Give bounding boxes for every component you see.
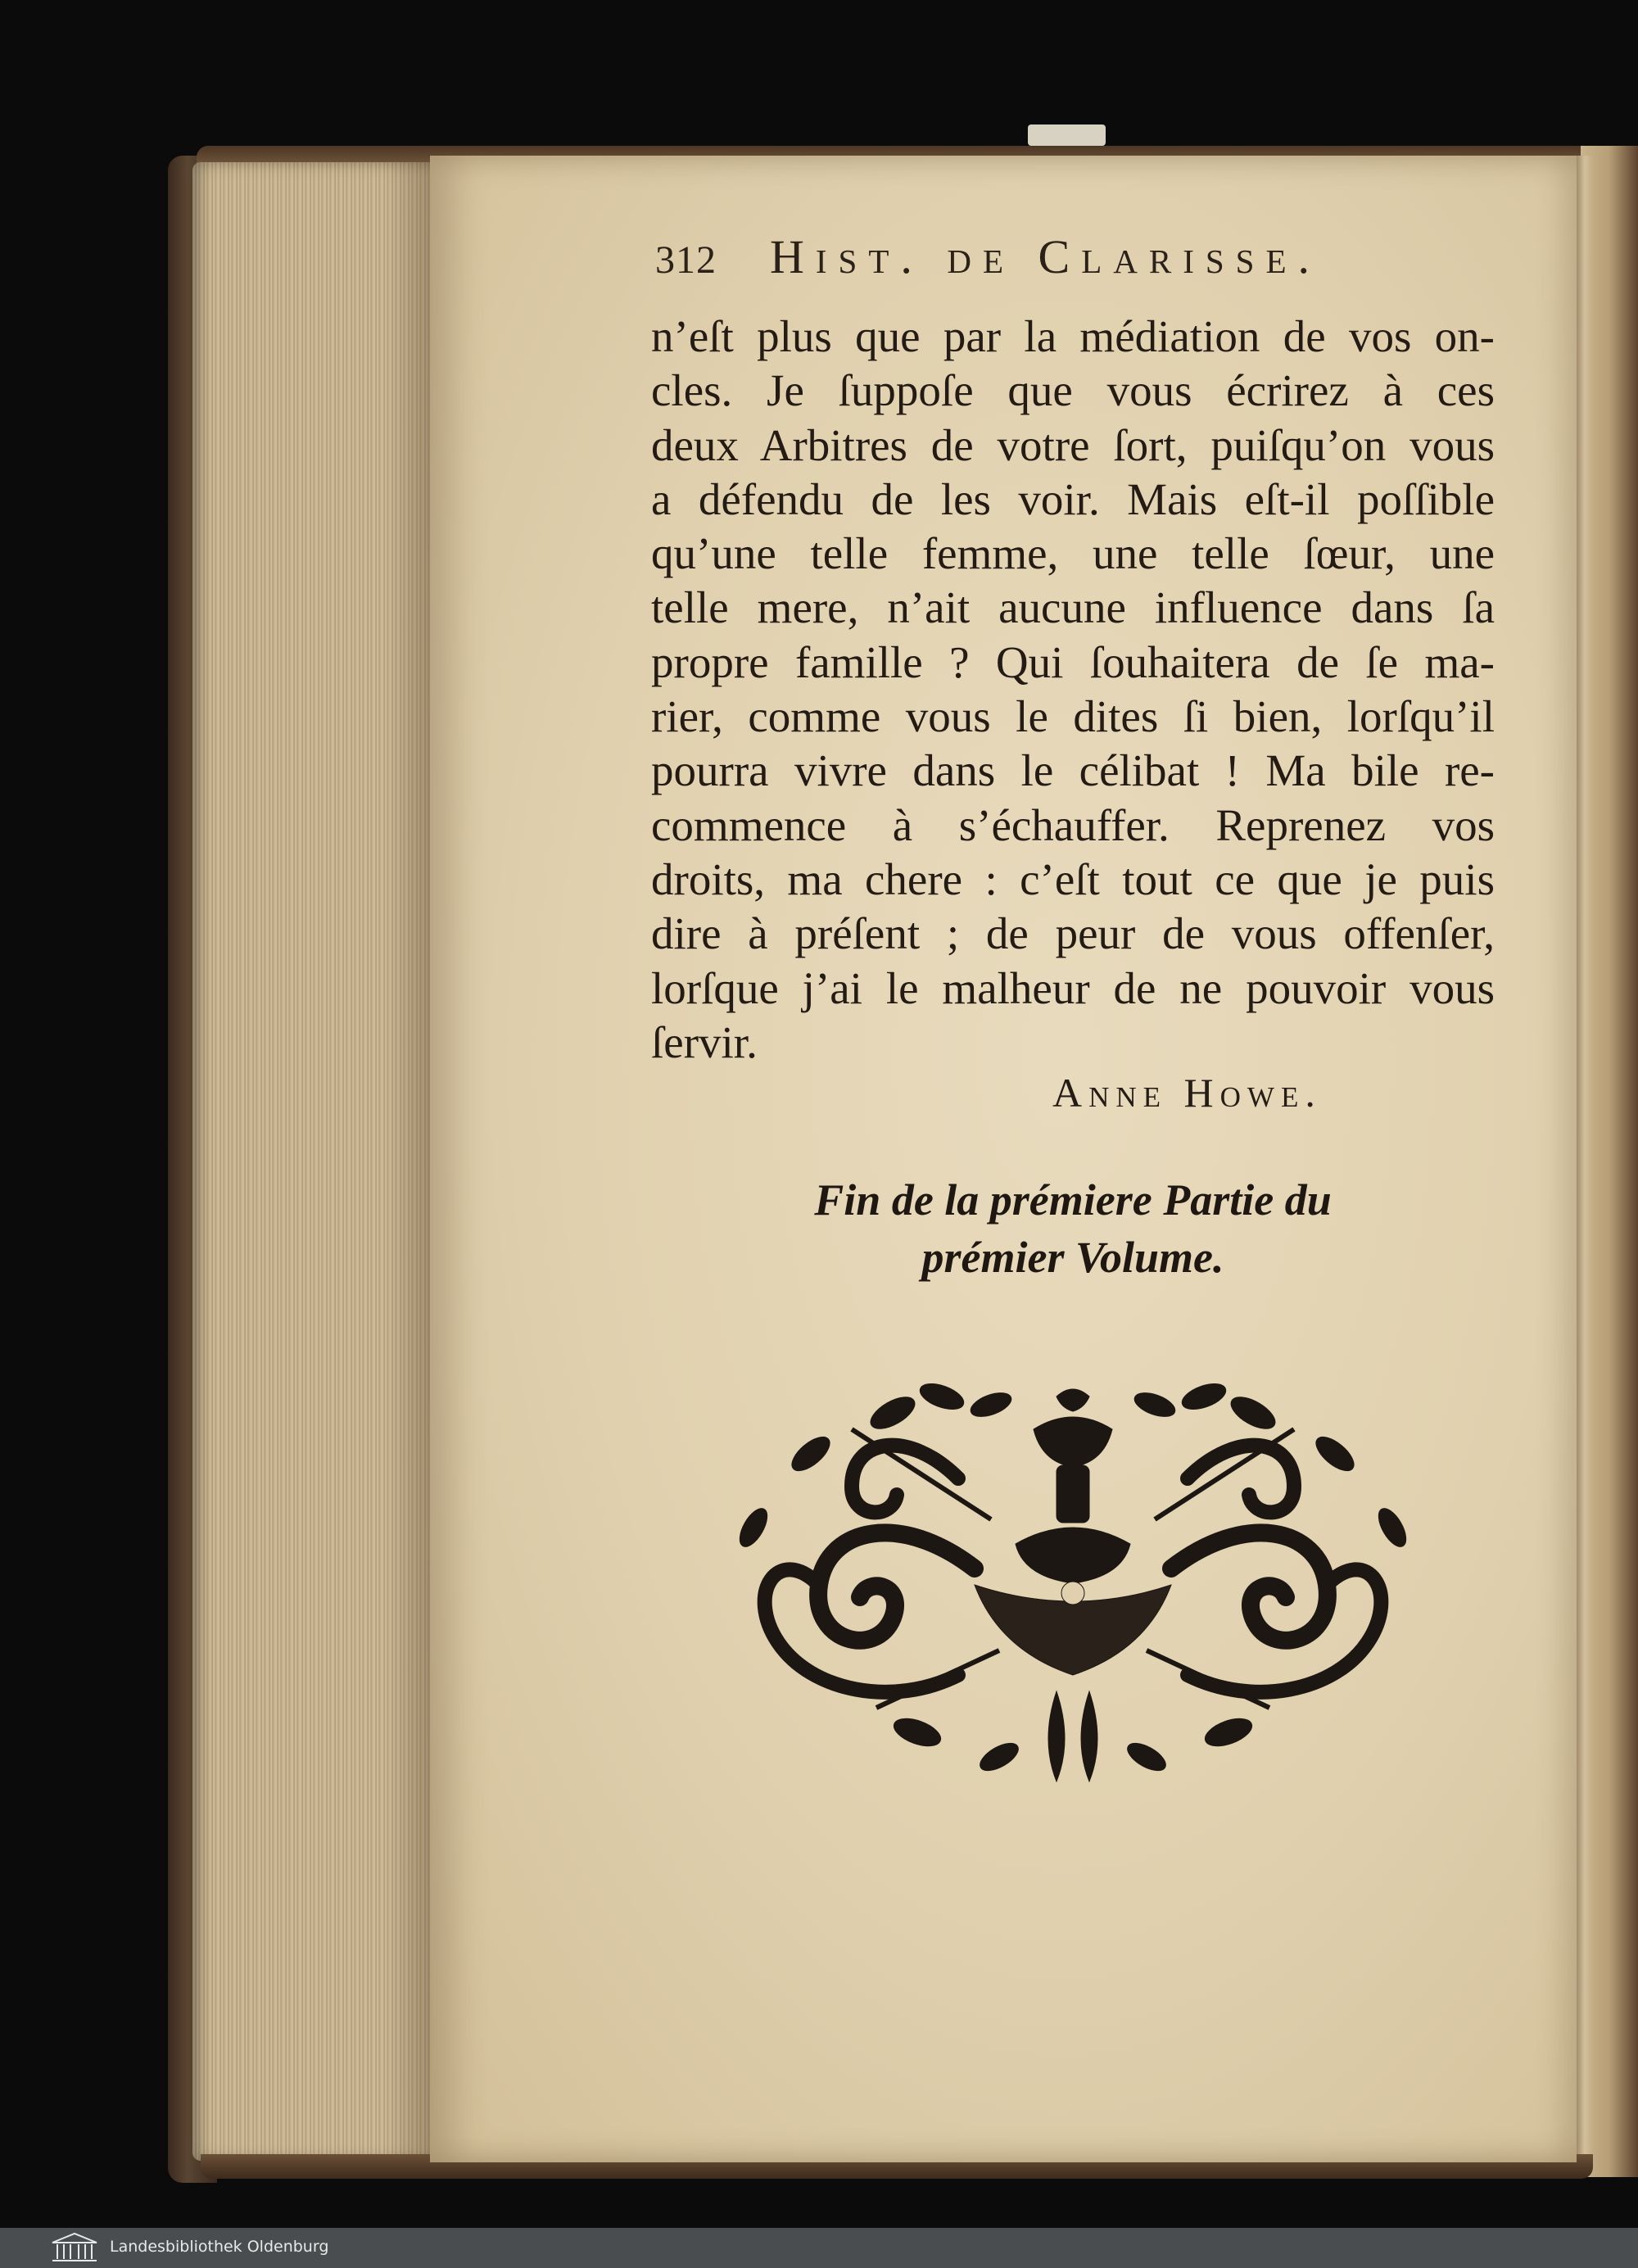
- text-line: droits, ma chere : c’eſt tout ce que je puis: [651, 853, 1495, 904]
- footer-bar: [0, 2228, 1638, 2268]
- text-line: a défendu de les voir. Mais eſt-il poſſible: [651, 473, 1495, 524]
- text-line: telle mere, n’ait aucune influence dans ſa: [651, 582, 1495, 633]
- letter-body-text: [651, 310, 1495, 1070]
- text-line: lorſque j’ai le malheur de ne pouvoir vous: [651, 962, 1495, 1013]
- page-number: 312: [655, 238, 717, 282]
- text-line: cles. Je ſuppoſe que vous écrirez à ces: [651, 365, 1495, 416]
- text-line: commence à s’échauffer. Reprenez vos: [651, 799, 1495, 850]
- running-title: Hist. de Clarisse.: [770, 230, 1322, 283]
- end-of-part-colophon: [721, 1171, 1425, 1286]
- colophon-line: prémier Volume.: [921, 1233, 1224, 1282]
- text-line: n’eſt plus que par la médiation de vos on-: [651, 311, 1495, 361]
- library-name: Landesbibliothek Oldenburg: [110, 2238, 329, 2256]
- text-line: ſervir.: [651, 1016, 758, 1067]
- text-line: pourra vivre dans le célibat ! Ma bile re-: [651, 745, 1495, 796]
- text-line: dire à préſent ; de peur de vous offenſer,: [651, 908, 1495, 959]
- letter-signature: Anne Howe.: [1052, 1070, 1322, 1116]
- text-line: rier, comme vous le dites ſi bien, lorſqu’il: [651, 691, 1495, 742]
- library-building-logo-icon: [49, 2231, 100, 2264]
- bookmark-tab: [1028, 124, 1106, 146]
- text-line: qu’une telle femme, une telle ſœur, une: [651, 528, 1495, 579]
- colophon-line: Fin de la prémiere Partie du: [814, 1175, 1332, 1225]
- floral-urn-vignette-icon: [729, 1380, 1417, 1790]
- text-line: deux Arbitres de votre ſort, puiſqu’on vous: [651, 419, 1495, 470]
- text-line: propre famille ? Qui ſouhaitera de ſe ma-: [651, 636, 1495, 687]
- running-head: [655, 229, 1409, 287]
